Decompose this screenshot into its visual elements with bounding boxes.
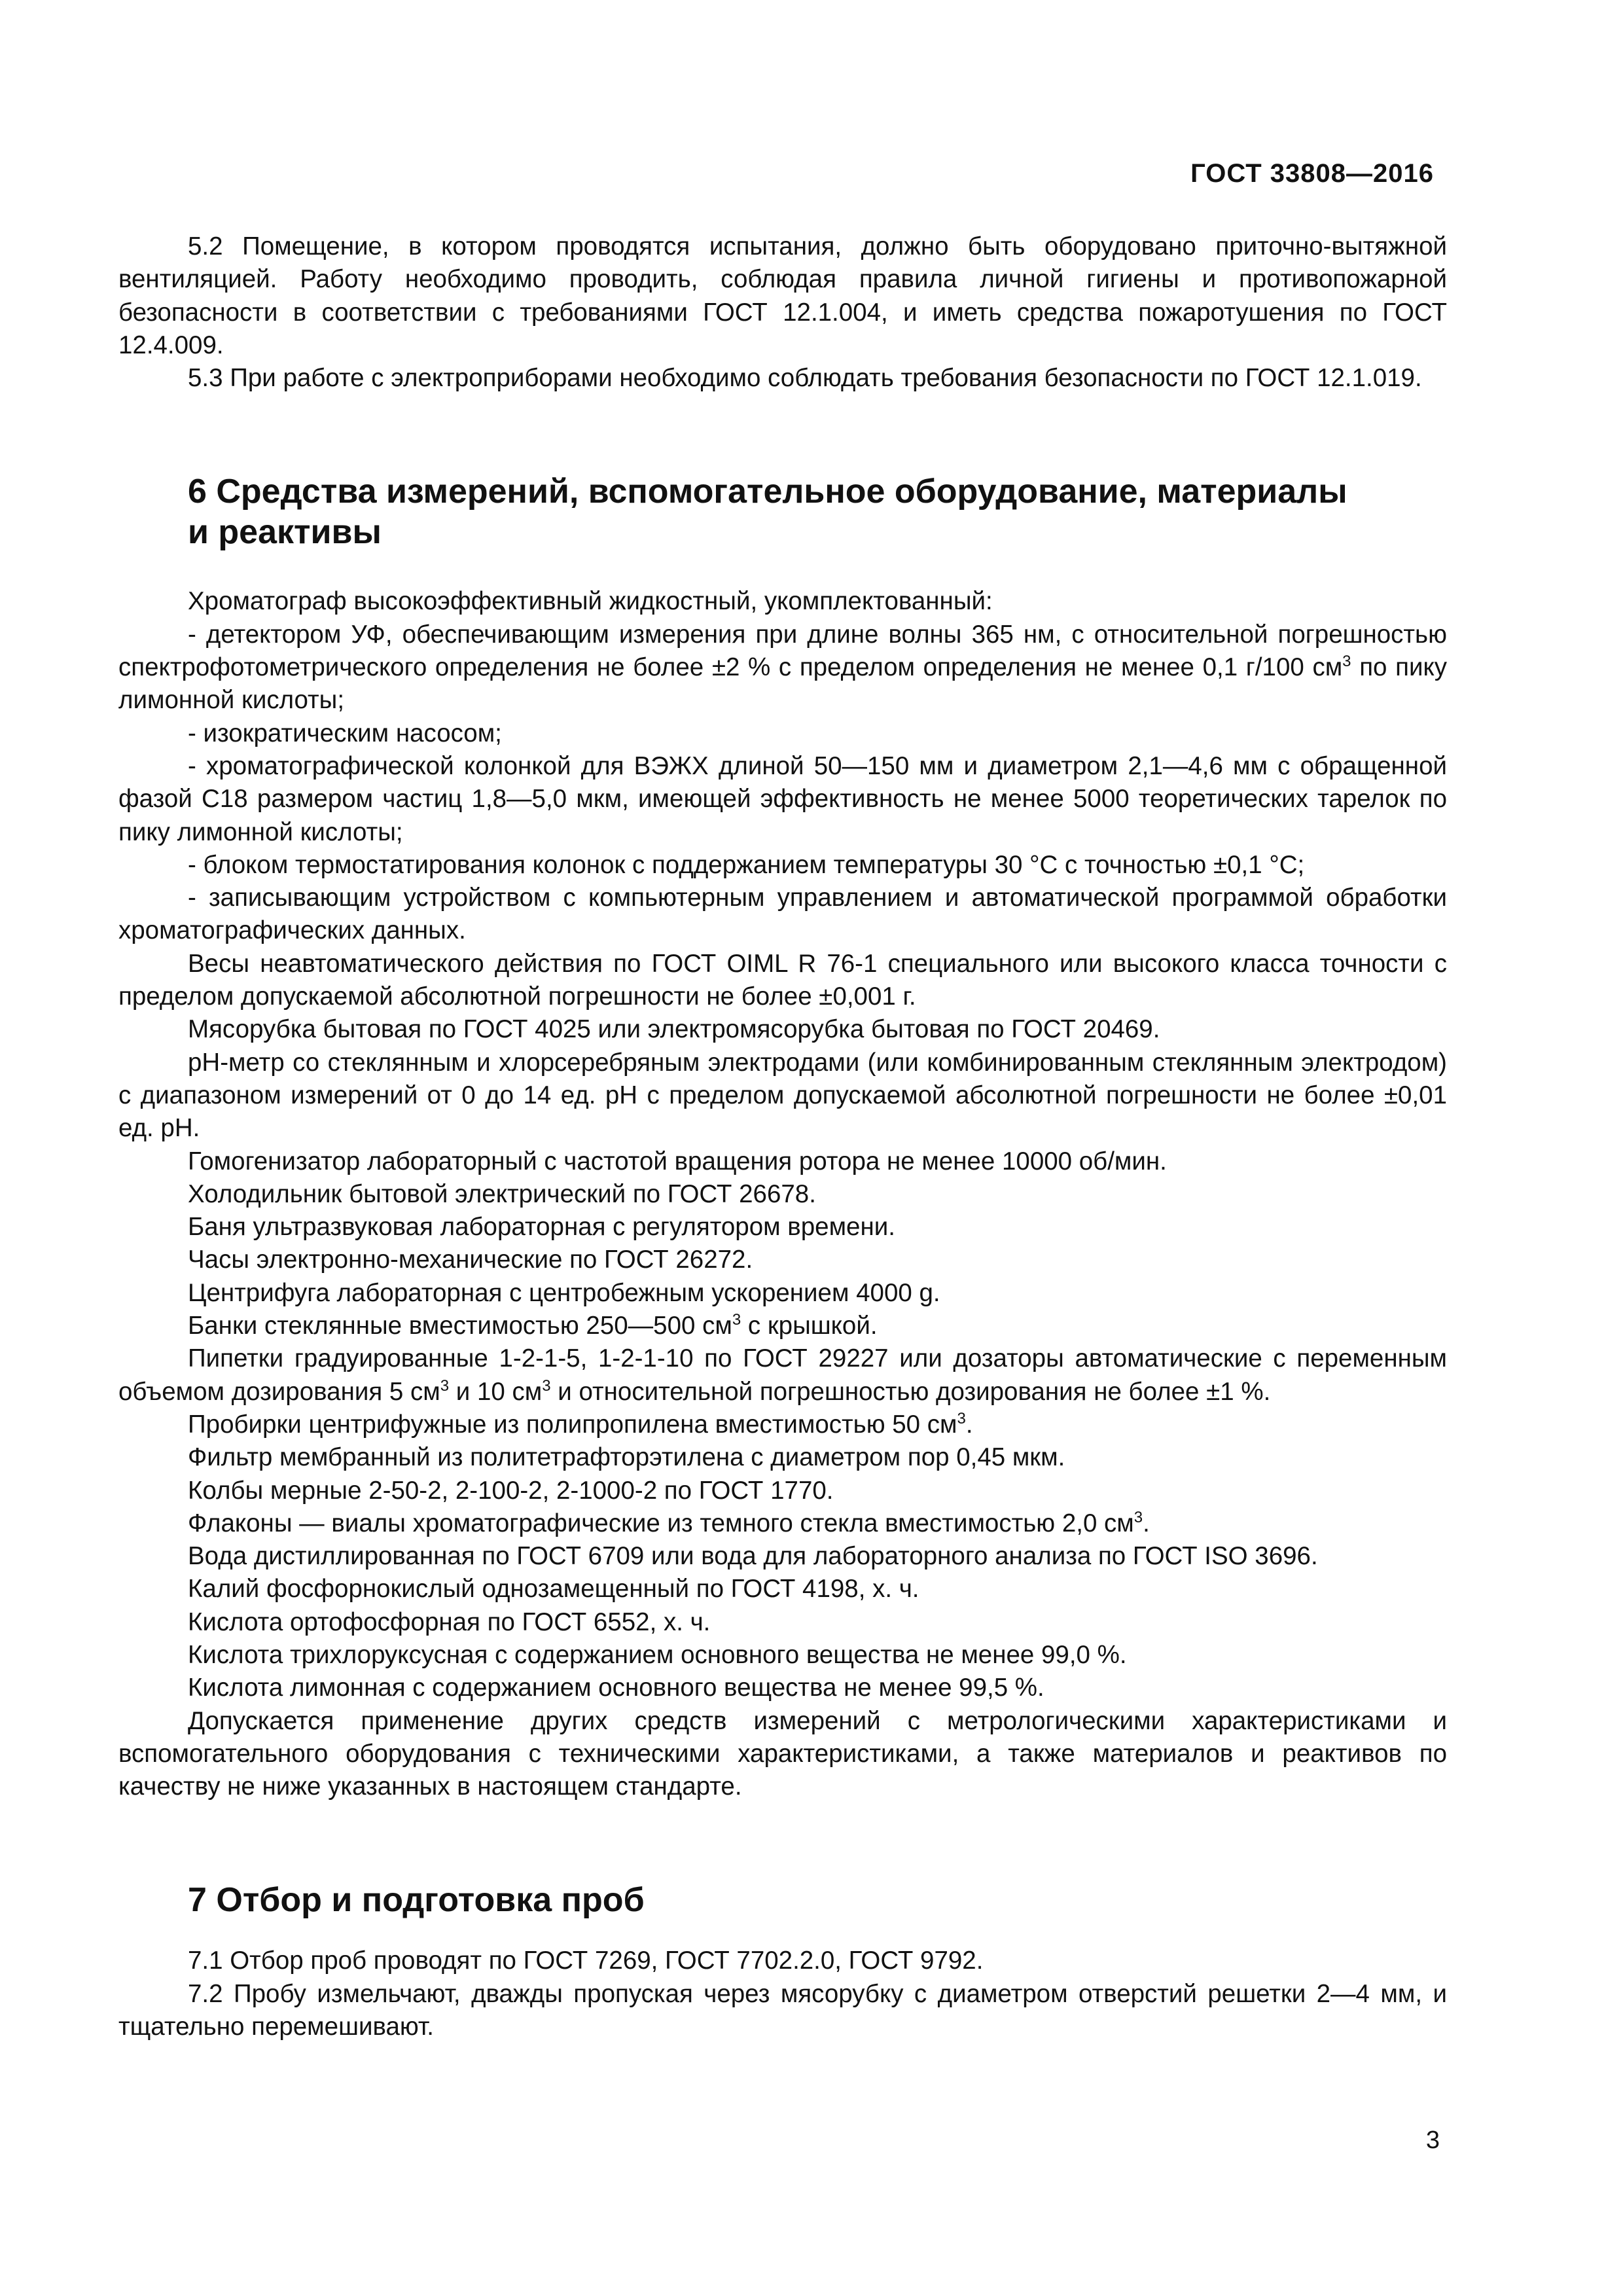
equipment-tubes: Пробирки центрифужные из полипропилена вместимостью 50 $см^3$. <box>188 1409 973 1439</box>
equipment-scales: Весы неавтоматического действия по ГОСТ OIML R 76-1 специального или высокого класса точности с пределом допускаемой абсолютной погрешности не более ±0,001 г. <box>118 949 1447 1011</box>
reagent-citric-acid: Кислота лимонная с содержанием основного вещества не менее 99,5 %. <box>188 1674 1044 1702</box>
paragraph-7-1: 7.1 Отбор проб проводят по ГОСТ 7269, ГОСТ 7702.2.0, ГОСТ 9792. <box>188 1946 984 1975</box>
equipment-vials: Флаконы — виалы хроматографические из темного стекла вместимостью 2,0 $см^3$. <box>188 1508 1150 1537</box>
section-7-heading: 7 Отбор и подготовка проб <box>188 1881 645 1920</box>
paragraph-7-2: 7.2 Пробу измельчают, дважды пропуская через мясорубку с диаметром отверстий решетки 2—4 мм, и тщательно перемешивают. <box>118 1979 1447 2041</box>
equipment-mincer: Мясорубка бытовая по ГОСТ 4025 или электромясорубка бытовая по ГОСТ 20469. <box>188 1015 1160 1044</box>
equipment-homogenizer: Гомогенизатор лабораторный с частотой вращения ротора не менее 10000 об/мин. <box>188 1147 1167 1175</box>
equipment-ultrasonic-bath: Баня ультразвуковая лабораторная с регулятором времени. <box>188 1213 895 1242</box>
equipment-clock: Часы электронно-механические по ГОСТ 26272. <box>188 1246 753 1274</box>
chromatograph-intro: Хроматограф высокоэффективный жидкостный, укомплектованный: <box>188 587 993 616</box>
reagent-phosphoric-acid: Кислота ортофосфорная по ГОСТ 6552, х. ч. <box>188 1607 711 1636</box>
equipment-flasks: Колбы мерные 2-50-2, 2-100-2, 2-1000-2 по ГОСТ 1770. <box>188 1476 834 1505</box>
equipment-ph-meter: pH-метр со стеклянным и хлорсеребряным электродами (или комбинированным стеклянным электродом) с диапазоном измерений от 0 до 14 ед. pH с пределом допускаемой абсолютной погрешности не более ±0,01 ед. pH. <box>118 1048 1447 1143</box>
allowance-paragraph: Допускается применение других средств измерений с метрологическими характеристиками и вспомогательного оборудования с техническими характеристиками, а также материалов и реактивов по качеству не ниже указанных в настоящем стандарте. <box>118 1706 1447 1801</box>
page-number: 3 <box>1425 2126 1440 2154</box>
equipment-jars: Банки стеклянные вместимостью 250—500 $см^3$ с крышкой. <box>188 1311 878 1340</box>
list-item-recorder: - записывающим устройством с компьютерным управлением и автоматической программой обработки хроматографических данных. <box>118 884 1447 945</box>
reagent-tca: Кислота трихлоруксусная с содержанием основного вещества не менее 99,0 %. <box>188 1640 1127 1669</box>
section-6-heading-line1: 6 Средства измерений, вспомогательное оборудование, материалы <box>188 473 1347 511</box>
equipment-pipettes: Пипетки градуированные 1-2-1-5, 1-2-1-10 по ГОСТ 29227 или дозаторы автоматические с переменным объемом дозирования 5 $см^3$ и 10 $см^3$ и относительной погрешностью дозирования не более ±1 %. <box>118 1344 1447 1406</box>
equipment-centrifuge: Центрифуга лабораторная с центробежным ускорением 4000 g. <box>188 1278 940 1307</box>
list-item-thermostat: - блоком термостатирования колонок с поддержанием температуры 30 °С с точностью ±0,1 °С; <box>188 850 1305 879</box>
page-body <box>118 230 1447 2043</box>
paragraph-5-3: 5.3 При работе с электроприборами необходимо соблюдать требования безопасности по ГОСТ 12.1.019. <box>188 364 1422 393</box>
paragraph-5-2: 5.2 Помещение, в котором проводятся испытания, должно быть оборудовано приточно-вытяжной вентиляцией. Работу необходимо проводить, соблюдая правила личной гигиены и противопожарной безопасности в соответствии с требованиями ГОСТ 12.1.004, и иметь средства пожаротушения по ГОСТ 12.4.009. <box>118 232 1447 359</box>
section-6-heading-line2: и реактивы <box>188 513 382 552</box>
list-item-pump: - изократическим насосом; <box>188 719 502 747</box>
list-item-detector: - детектором УФ, обеспечивающим измерения при длине волны 365 нм, с относительной погрешностью спектрофотометрического определения не более ±2 % с пределом определения не менее 0,1 г/100 $см^3$ по пику лимонной кислоты; <box>118 620 1447 715</box>
section-6-heading <box>118 471 1447 552</box>
list-item-column: - хроматографической колонкой для ВЭЖХ длиной 50—150 мм и диаметром 2,1—4,6 мм с обращенной фазой С18 размером частиц 1,8—5,0 мкм, имеющей эффективность не менее 5000 теоретических тарелок по пику лимонной кислоты; <box>118 751 1447 846</box>
document-id-header: ГОСТ 33808—2016 <box>1190 159 1434 188</box>
reagent-potassium: Калий фосфорнокислый однозамещенный по ГОСТ 4198, х. ч. <box>188 1575 919 1604</box>
equipment-filter: Фильтр мембранный из политетрафторэтилена с диаметром пор 0,45 мкм. <box>188 1443 1065 1472</box>
reagent-water: Вода дистиллированная по ГОСТ 6709 или вода для лабораторного анализа по ГОСТ ISO 3696. <box>188 1542 1318 1571</box>
equipment-fridge: Холодильник бытовой электрический по ГОСТ 26678. <box>188 1179 816 1208</box>
